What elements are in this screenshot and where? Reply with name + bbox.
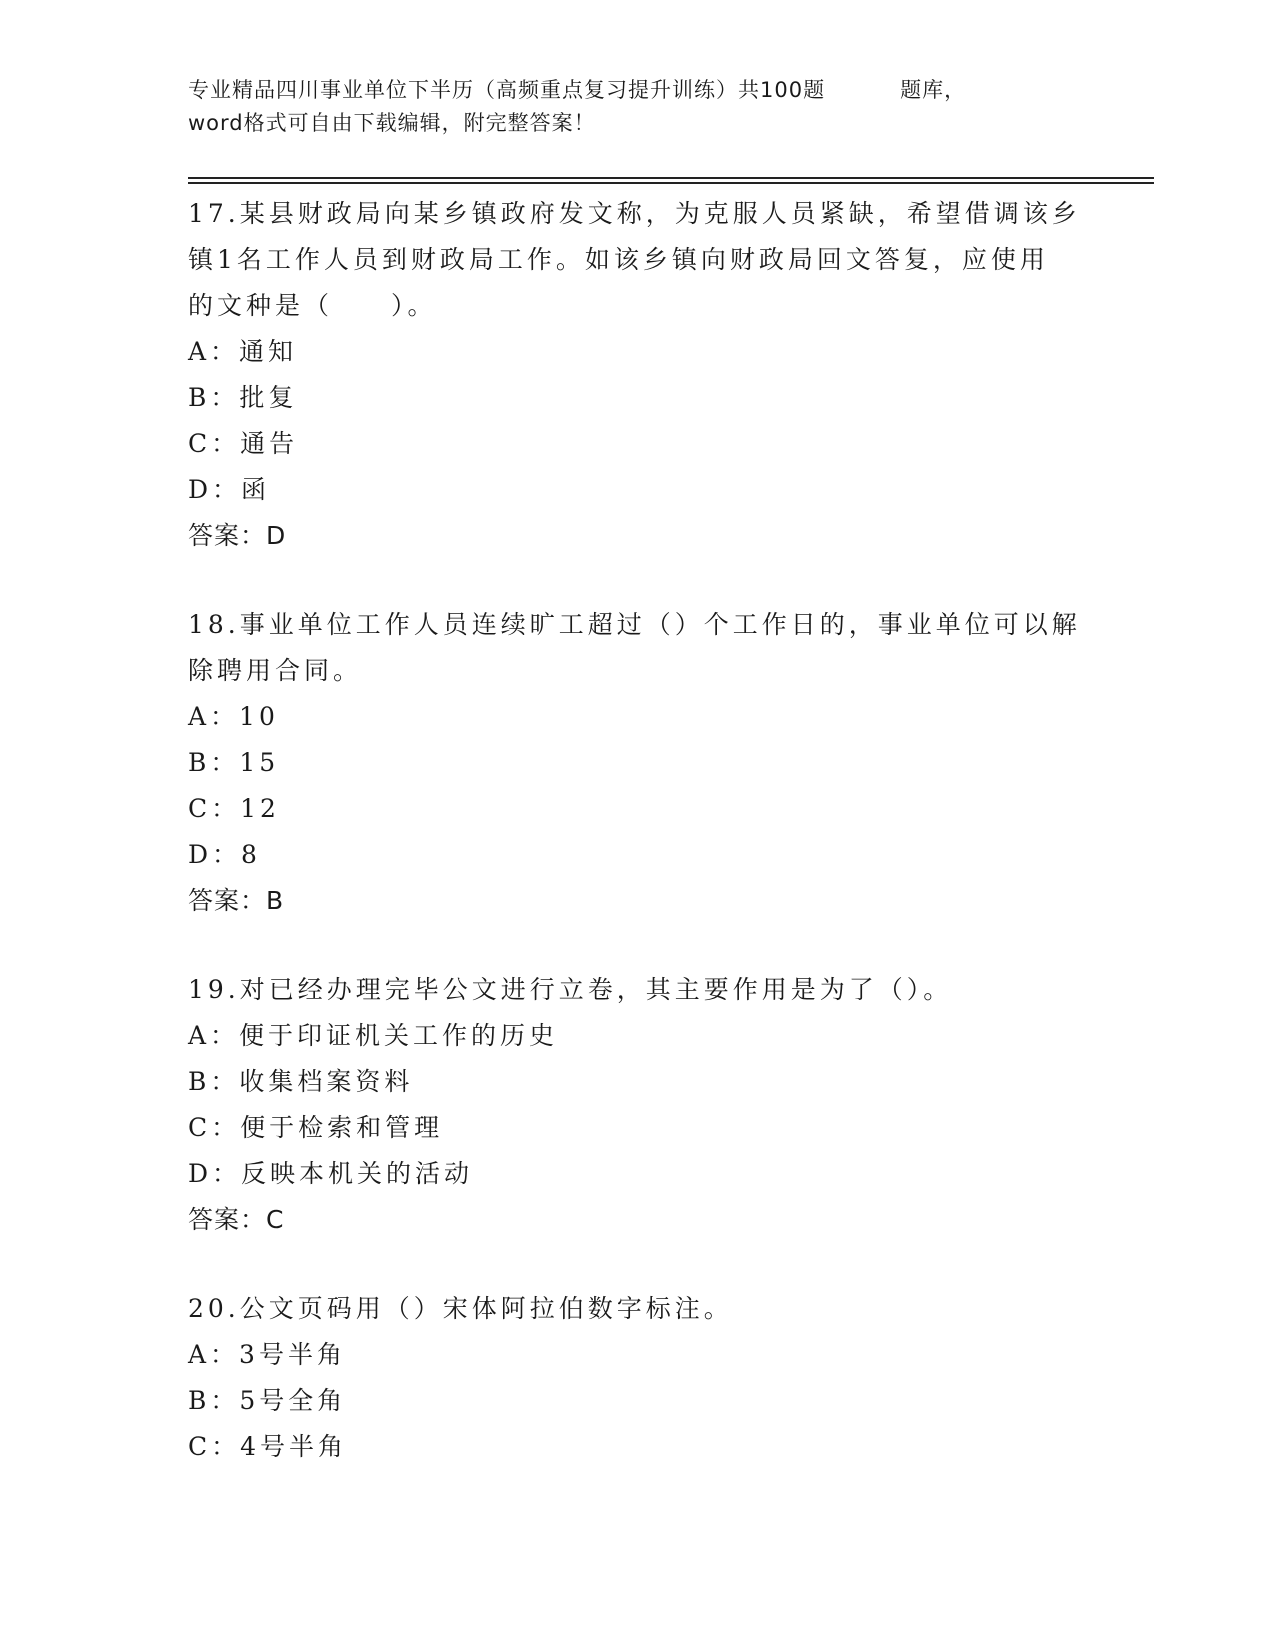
document-header	[188, 74, 1148, 140]
answer: 答案：C	[188, 1205, 285, 1234]
question-text: 17.某县财政局向某乡镇政府发文称，为克服人员紧缺，希望借调该乡 镇1名工作人员到财政局工作。如该乡镇向财政局回文答复，应使用 的文种是（ ）。	[188, 199, 1081, 320]
header-line-2: word格式可自由下载编辑，附完整答案！	[188, 111, 596, 135]
header-title: 专业精品四川事业单位下半历（高频重点复习提升训练）共100题	[188, 78, 826, 102]
option-d: D：8	[188, 840, 261, 869]
question-list	[188, 191, 1088, 1470]
answer: 答案：B	[188, 886, 285, 915]
answer: 答案：D	[188, 521, 287, 550]
option-c: C：4号半角	[188, 1432, 348, 1461]
option-c: C：便于检索和管理	[188, 1113, 444, 1142]
option-d: D：函	[188, 475, 271, 504]
question-18	[188, 602, 1088, 924]
question-text: 18.事业单位工作人员连续旷工超过（）个工作日的，事业单位可以解 除聘用合同。	[188, 610, 1081, 685]
option-a: A：通知	[188, 337, 298, 366]
option-c: C：12	[188, 794, 280, 823]
question-19	[188, 967, 1088, 1243]
option-c: C：通告	[188, 429, 299, 458]
option-b: B：5号全角	[188, 1386, 347, 1415]
header-divider-bottom	[188, 182, 1154, 184]
question-17	[188, 191, 1088, 559]
option-a: A：便于印证机关工作的历史	[188, 1021, 559, 1050]
header-divider-top	[188, 177, 1154, 179]
option-b: B：批复	[188, 383, 298, 412]
question-text: 20.公文页码用（）宋体阿拉伯数字标注。	[188, 1294, 733, 1323]
option-b: B：收集档案资料	[188, 1067, 414, 1096]
question-text: 19.对已经办理完毕公文进行立卷，其主要作用是为了（）。	[188, 975, 953, 1004]
option-b: B：15	[188, 748, 280, 777]
option-a: A：3号半角	[188, 1340, 346, 1369]
option-a: A：10	[188, 702, 279, 731]
header-title-suffix: 题库，	[900, 78, 967, 102]
header-line-1	[188, 74, 1148, 107]
option-d: D：反映本机关的活动	[188, 1159, 474, 1188]
question-20	[188, 1286, 1088, 1470]
